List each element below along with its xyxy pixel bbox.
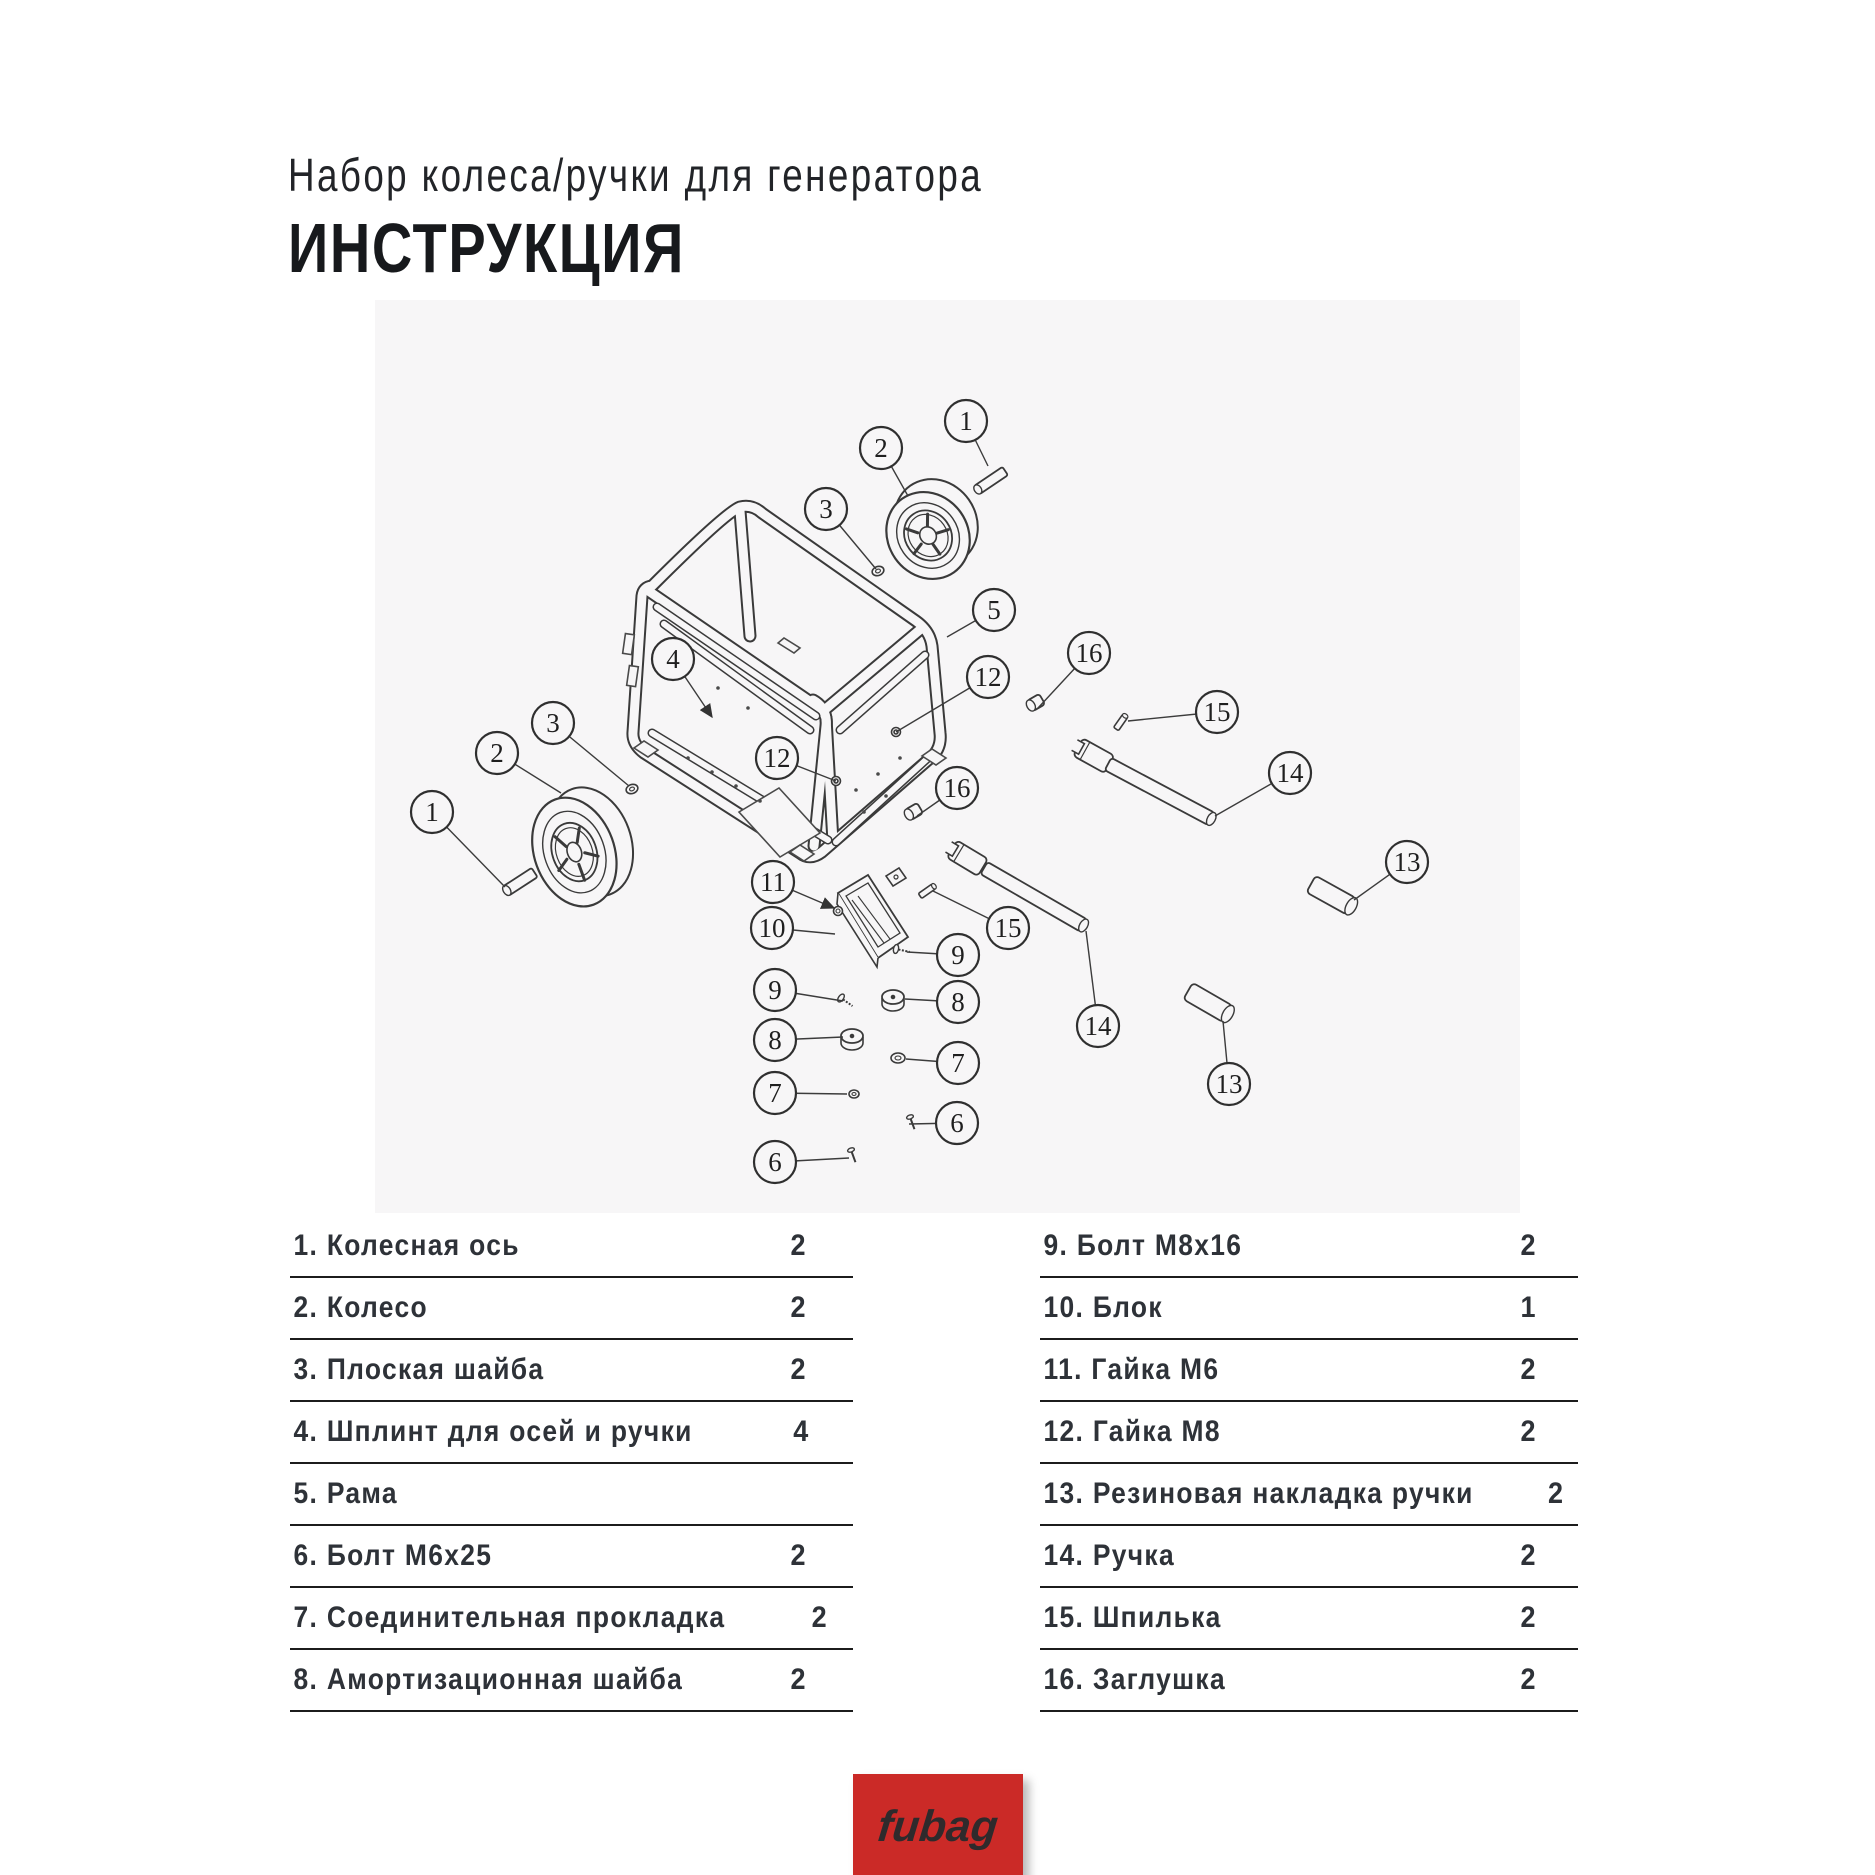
callout-number-1: 1 bbox=[425, 797, 439, 827]
shock-washer-left bbox=[841, 1029, 863, 1050]
part-qty: 2 bbox=[790, 1353, 806, 1386]
callout-number-10: 10 bbox=[758, 913, 786, 943]
part-name: 5. Рама bbox=[293, 1477, 398, 1510]
parts-table-right bbox=[1040, 1216, 1578, 1712]
part-qty: 2 bbox=[1520, 1601, 1536, 1634]
callout-number-11: 11 bbox=[760, 867, 786, 897]
callout-number-2: 2 bbox=[490, 738, 504, 768]
callout-number-14: 14 bbox=[1276, 758, 1304, 788]
part-name: 8. Амортизационная шайба bbox=[293, 1663, 684, 1696]
parts-row bbox=[290, 1526, 853, 1588]
callout-number-2: 2 bbox=[874, 433, 888, 463]
part-name: 15. Шпилька bbox=[1043, 1601, 1222, 1634]
parts-row bbox=[290, 1650, 853, 1712]
callout-number-9: 9 bbox=[951, 940, 965, 970]
part-qty: 2 bbox=[1520, 1539, 1536, 1572]
parts-row bbox=[290, 1278, 853, 1340]
shock-washer-right bbox=[882, 990, 904, 1011]
part-name: 1. Колесная ось bbox=[293, 1229, 520, 1262]
part-qty: 2 bbox=[1520, 1229, 1536, 1262]
part-qty: 2 bbox=[811, 1601, 827, 1634]
callout-number-8: 8 bbox=[768, 1025, 782, 1055]
fubag-logo-text: fubag bbox=[875, 1802, 1001, 1851]
parts-row bbox=[290, 1216, 853, 1278]
parts-row bbox=[1040, 1340, 1578, 1402]
part-qty: 2 bbox=[790, 1539, 806, 1572]
callout-number-13: 13 bbox=[1393, 847, 1421, 877]
parts-row bbox=[1040, 1650, 1578, 1712]
callout-number-15: 15 bbox=[994, 913, 1022, 943]
page-title: ИНСТРУКЦИЯ bbox=[288, 209, 685, 287]
part-name: 13. Резиновая накладка ручки bbox=[1043, 1477, 1474, 1510]
part-qty: 2 bbox=[1520, 1663, 1536, 1696]
part-qty: 2 bbox=[1520, 1415, 1536, 1448]
callout-number-15: 15 bbox=[1203, 697, 1231, 727]
callout-number-8: 8 bbox=[951, 987, 965, 1017]
callout-number-13: 13 bbox=[1215, 1069, 1243, 1099]
callout-number-6: 6 bbox=[950, 1108, 964, 1138]
part-name: 2. Колесо bbox=[293, 1291, 428, 1324]
callout-number-12: 12 bbox=[974, 662, 1002, 692]
callout-number-16: 16 bbox=[1075, 638, 1103, 668]
fubag-logo bbox=[853, 1774, 1023, 1875]
parts-row bbox=[1040, 1216, 1578, 1278]
parts-row bbox=[290, 1402, 853, 1464]
part-qty: 2 bbox=[790, 1663, 806, 1696]
part-name: 9. Болт М8х16 bbox=[1043, 1229, 1243, 1262]
part-name: 10. Блок bbox=[1043, 1291, 1163, 1324]
part-qty: 2 bbox=[1547, 1477, 1563, 1510]
callout-number-12: 12 bbox=[763, 743, 791, 773]
callout-number-9: 9 bbox=[768, 975, 782, 1005]
part-name: 4. Шплинт для осей и ручки bbox=[293, 1415, 693, 1448]
part-name: 11. Гайка М6 bbox=[1043, 1353, 1220, 1386]
parts-row bbox=[290, 1464, 853, 1526]
callout-number-3: 3 bbox=[819, 494, 833, 524]
callout-number-3: 3 bbox=[546, 708, 560, 738]
gasket-left bbox=[849, 1090, 859, 1098]
part-qty: 1 bbox=[1520, 1291, 1536, 1324]
gasket-right bbox=[891, 1053, 905, 1063]
part-name: 14. Ручка bbox=[1043, 1539, 1175, 1572]
callout-number-4: 4 bbox=[666, 644, 680, 674]
part-name: 3. Плоская шайба bbox=[293, 1353, 545, 1386]
parts-row bbox=[1040, 1588, 1578, 1650]
part-qty: 2 bbox=[790, 1291, 806, 1324]
part-name: 6. Болт М6х25 bbox=[293, 1539, 493, 1572]
part-qty: 4 bbox=[792, 1415, 808, 1448]
callout-number-7: 7 bbox=[951, 1048, 965, 1078]
callout-number-1: 1 bbox=[959, 406, 973, 436]
part-name: 16. Заглушка bbox=[1043, 1663, 1226, 1696]
callout-number-14: 14 bbox=[1084, 1011, 1112, 1041]
callout-number-5: 5 bbox=[987, 595, 1001, 625]
page-subtitle: Набор колеса/ручки для генератора bbox=[288, 149, 984, 201]
part-name: 7. Соединительная прокладка bbox=[293, 1601, 726, 1634]
parts-row bbox=[1040, 1402, 1578, 1464]
parts-row bbox=[1040, 1464, 1578, 1526]
parts-row bbox=[290, 1588, 853, 1650]
callout-number-16: 16 bbox=[943, 773, 971, 803]
parts-table-left bbox=[290, 1216, 853, 1712]
part-qty: 2 bbox=[1520, 1353, 1536, 1386]
parts-row bbox=[290, 1340, 853, 1402]
part-name: 12. Гайка М8 bbox=[1043, 1415, 1221, 1448]
part-qty: 2 bbox=[790, 1229, 806, 1262]
parts-row bbox=[1040, 1278, 1578, 1340]
callout-number-7: 7 bbox=[768, 1078, 782, 1108]
callout-number-6: 6 bbox=[768, 1147, 782, 1177]
parts-row bbox=[1040, 1526, 1578, 1588]
